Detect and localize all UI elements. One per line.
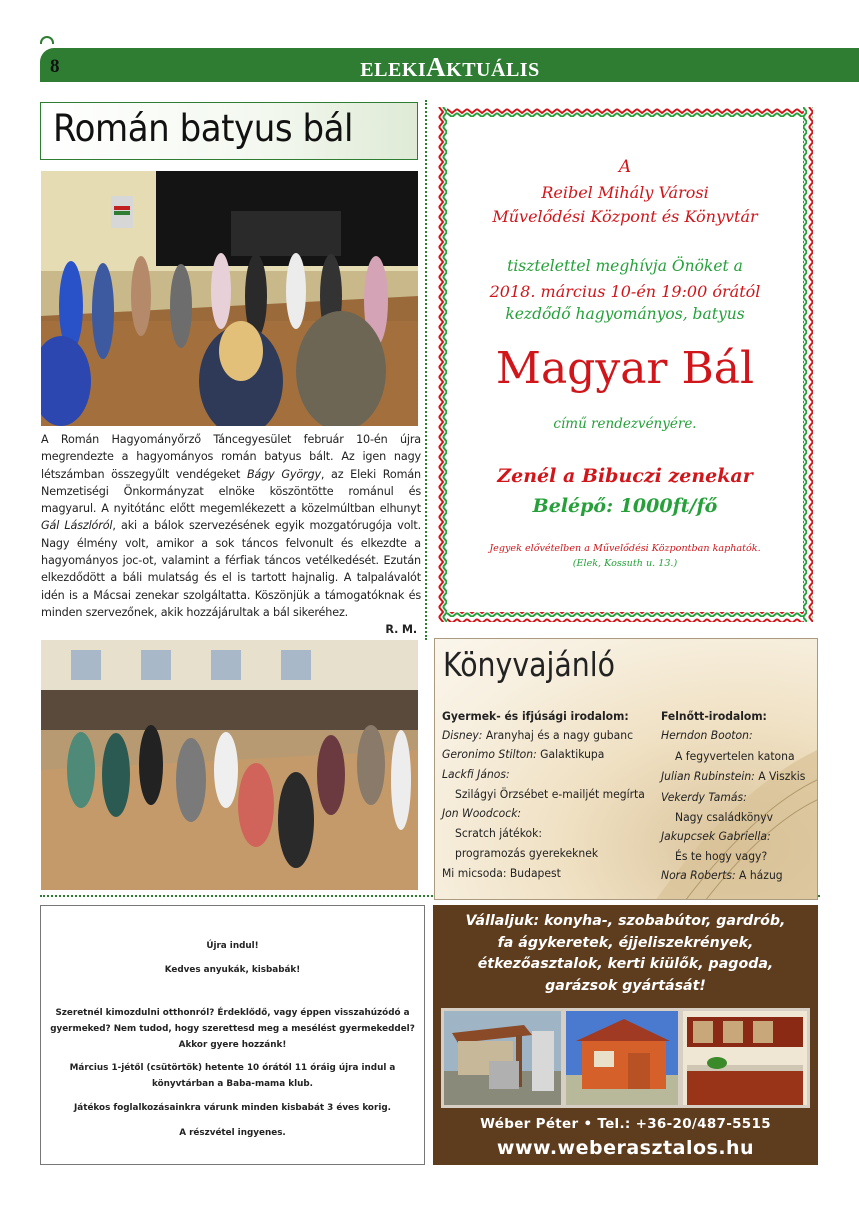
person-name-1: Bágy György	[247, 467, 321, 481]
notice-line-9: A részvétel ingyenes.	[179, 1128, 286, 1138]
baby-club-notice	[40, 905, 425, 1165]
notice-line-2: Kedves anyukák, kisbabák!	[164, 965, 301, 975]
book-section-title: Könyvajánló	[443, 645, 616, 684]
invitation-line-3: Művelődési Központ és Könyvtár	[492, 207, 758, 226]
title-rest: KTUÁLIS	[446, 59, 540, 81]
book-author: Herndon Booton:	[661, 728, 753, 742]
children-book-1	[442, 728, 633, 742]
title-initial: A	[426, 52, 447, 82]
ad-line-2: fa ágykeretek, éjjeliszekrények,	[497, 934, 754, 951]
book-author: Jakupcsek Gabriella:	[661, 829, 771, 843]
article-body	[41, 431, 421, 636]
invitation-tickets: Jegyek elővételben a Művelődési Központban kaphatók.	[489, 543, 761, 554]
book-author: Jon Woodcock:	[442, 806, 522, 820]
article-text-1: A Román Hagyományőrző Táncegyesület február 10-én újra megrendezte a hagyományos román batyus bált. Az igen nagy létszámban összegyűlt vendégeket	[41, 433, 421, 481]
notice-line-7: könyvtárban a Baba-mama klub.	[152, 1079, 313, 1089]
book-title: Mi micsoda: Budapest	[442, 866, 561, 880]
kitchen-furniture-photo	[683, 1011, 807, 1105]
book-title: Galaktikupa	[536, 747, 605, 761]
book-author: Geronimo Stilton:	[442, 747, 537, 761]
notice-line-1: Újra indul!	[206, 941, 259, 951]
book-author: Lackfi János:	[442, 767, 510, 781]
book-title: Aranyhaj és a nagy gubanc	[482, 728, 634, 742]
publication-title	[300, 52, 600, 83]
children-book-5	[442, 806, 521, 820]
adult-book-7	[675, 849, 767, 863]
book-author: Nora Roberts:	[661, 868, 736, 882]
folk-dance-hall-photo	[41, 640, 418, 890]
header-swirl-icon	[40, 36, 54, 44]
article-text-2: , az Eleki Román Nemzetiségi Önkormányzat elnöke köszöntötte románul és magyarul. A nyitótánc előtt megemlékezett a közelmúltban elhunyt	[41, 467, 421, 516]
invitation-line-2: Reibel Mihály Városi	[541, 183, 709, 202]
dancing-couples-photo	[41, 171, 418, 426]
book-title: Scratch játékok:	[455, 826, 543, 840]
article-title-box	[40, 102, 418, 160]
notice-line-6: Március 1-jétől (csütörtök) hetente 10 órától 11 óráig újra indul a	[69, 1063, 396, 1073]
children-book-4	[455, 787, 645, 801]
notice-line-4: gyermeked? Nem tudod, hogy szerettesd meg a mesélést gyermekeddel?	[50, 1024, 415, 1034]
book-title: programozás gyerekeknek	[455, 846, 599, 860]
pergola-photo	[444, 1011, 561, 1105]
carpentry-advertisement	[433, 905, 818, 1165]
title-prefix: ELEKI	[360, 59, 427, 81]
children-book-8	[442, 866, 561, 880]
adult-book-4	[661, 790, 747, 804]
ad-website: www.weberasztalos.hu	[496, 1137, 755, 1159]
notice-line-8: Játékos foglalkozásainkra várunk minden kisbabát 3 éves korig.	[74, 1103, 391, 1113]
notice-line-3: Szeretnél kimozdulni otthonról? Érdeklődő, vagy éppen visszahúzódó a	[55, 1008, 410, 1018]
folk-dance-illustration	[41, 640, 418, 890]
ball-invitation	[437, 107, 813, 622]
book-title: A fegyvertelen katona	[675, 749, 795, 763]
ad-photo-strip	[441, 1008, 810, 1108]
children-book-2	[442, 747, 604, 761]
book-title: És te hogy vagy?	[675, 849, 768, 863]
ad-line-1: Vállaljuk: konyha-, szobabútor, gardrób,	[465, 913, 786, 929]
book-author: Vekerdy Tamás:	[661, 790, 747, 804]
adult-book-1	[661, 728, 753, 742]
book-title: A Viszkis	[754, 769, 806, 783]
invitation-headline: Magyar Bál	[495, 343, 755, 394]
dancing-couples-illustration	[41, 171, 418, 426]
ad-line-3: étkezőasztalok, kerti kiülők, pagoda,	[477, 956, 774, 972]
children-book-7	[455, 846, 598, 860]
article-title: Román batyus bál	[53, 107, 354, 150]
book-author: Julian Rubinstein:	[661, 769, 755, 783]
adult-books-heading: Felnőtt-irodalom:	[661, 709, 767, 723]
adult-book-3	[661, 769, 805, 783]
person-name-2: Gál Lászlóról	[41, 519, 113, 533]
adult-book-6	[661, 829, 771, 843]
book-author: Disney:	[442, 728, 483, 742]
book-recommendation	[434, 638, 818, 900]
children-books-heading: Gyermek- és ifjúsági irodalom:	[442, 709, 629, 723]
vertical-divider	[425, 100, 427, 640]
children-book-6	[455, 826, 542, 840]
invitation-content	[447, 117, 803, 612]
book-title: A házug	[735, 868, 783, 882]
adult-book-5	[675, 810, 773, 824]
invitation-band: Zenél a Bibuczi zenekar	[497, 465, 753, 487]
notice-line-5: Akkor gyere hozzánk!	[178, 1040, 287, 1050]
article-signature: R. M.	[385, 623, 417, 636]
book-title: Nagy családkönyv	[675, 810, 773, 824]
invitation-address: (Elek, Kossuth u. 13.)	[572, 558, 678, 569]
book-title: Szilágyi Örzsébet e-mailjét megírta	[455, 787, 645, 801]
article-text-3: , aki a bálok szervezésének egyik mozgatórugója volt. Nagy élmény volt, amikor a sok táncos felvonult és elkezdte a hagyományos joc-ot, valamint a férfiak táncos vetélkedését. Ezután elkezdődött a báli mulatság és el is tartott hajnalig. A talpalávalót idén is a Mácsai zenekar szolgáltatta. Köszönjük a támogatóknak és minden szervezőnek, akik hozzájárultak a bál sikeréhez.	[41, 519, 421, 619]
ad-contact: Wéber Péter • Tel.: +36-20/487-5515	[480, 1116, 771, 1132]
invitation-date: 2018. március 10-én 19:00 órától	[489, 282, 761, 301]
invitation-entry-fee: Belépő: 1000ft/fő	[532, 495, 718, 517]
page-number: 8	[50, 56, 60, 77]
ad-line-4: garázsok gyártását!	[545, 977, 706, 994]
garden-shed-photo	[566, 1011, 678, 1105]
invitation-line-1: A	[618, 157, 632, 177]
invitation-line-6: kezdődő hagyományos, batyus	[505, 305, 745, 323]
invitation-line-7: című rendezvényére.	[553, 416, 697, 432]
adult-book-8	[661, 868, 783, 882]
invitation-line-4: tisztelettel meghívja Önöket a	[507, 257, 743, 275]
children-book-3	[442, 767, 510, 781]
ad-services	[433, 911, 818, 997]
adult-book-2	[675, 749, 795, 763]
